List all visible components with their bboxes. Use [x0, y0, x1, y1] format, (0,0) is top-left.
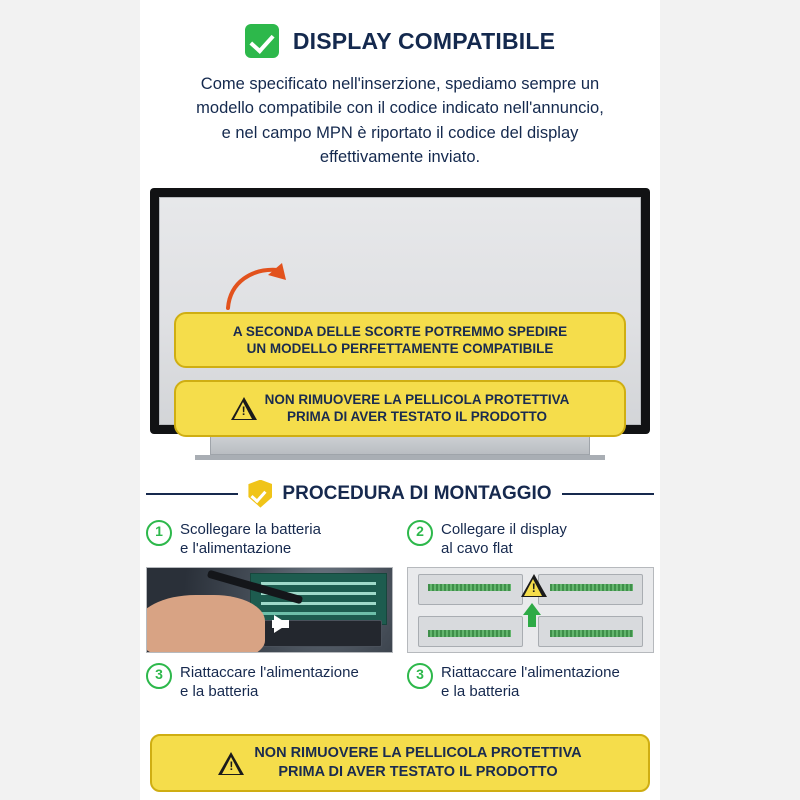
intro-paragraph [146, 72, 654, 170]
step-3-right-number: 3 [407, 663, 433, 689]
step-2-line-1: Collegare il display [441, 520, 567, 538]
flat-strip-left-top [428, 584, 511, 591]
display-illustration [150, 188, 650, 460]
compatibility-notice-line-2: UN MODELLO PERFETTAMENTE COMPATIBILE [246, 340, 554, 356]
hand-shape [146, 595, 265, 653]
intro-line-4: effettivamente inviato. [319, 148, 481, 167]
procedure-title: PROCEDURA DI MONTAGGIO [282, 482, 552, 504]
steps-bottom [146, 663, 654, 702]
film-warning-text [265, 391, 570, 426]
compatibility-notice [174, 312, 626, 369]
step-1-line-1: Scollegare la batteria [180, 520, 321, 538]
step-3-left-text [180, 663, 359, 702]
step-1-line-2: e l'alimentazione [180, 540, 292, 558]
flat-strip-right-bottom [550, 630, 633, 637]
step-2-line-2: al cavo flat [441, 540, 513, 558]
flat-strip-left-bottom [428, 630, 511, 637]
right-side-band [660, 0, 800, 800]
display-foot [210, 434, 590, 455]
header [140, 24, 660, 58]
step-1 [146, 520, 393, 559]
step-3-left [146, 663, 393, 702]
bottom-warning-text [254, 744, 581, 782]
compatibility-notice-line-1: A SECONDA DELLE SCORTE POTREMMO SPEDIRE [232, 323, 568, 339]
green-up-arrow-icon [523, 603, 541, 615]
step-3-left-number: 3 [146, 663, 172, 689]
bottom-warning-line-1: NON RIMUOVERE LA PELLICOLA PROTETTIVA [254, 745, 582, 762]
display-screen [159, 197, 641, 425]
intro-line-1: Come specificato nell'inserzione, spediamo sempre un [200, 75, 600, 93]
step-2-number: 2 [407, 520, 433, 546]
procedure-header [146, 480, 654, 508]
bottom-warning-banner [150, 734, 650, 792]
green-check-icon [245, 24, 279, 58]
warning-triangle-icon: ! [218, 752, 244, 775]
step-3-left-line-1: Riattaccare l'alimentazione [180, 663, 359, 681]
step-2-text [441, 520, 567, 559]
motherboard-shape [250, 573, 387, 625]
step-3-right [407, 663, 654, 702]
steps-top [146, 520, 654, 559]
curved-arrow-icon [222, 260, 292, 312]
step-3-right-text [441, 663, 620, 702]
step-3-left-line-2: e la batteria [180, 683, 259, 701]
white-arrow-icon [274, 615, 288, 633]
step-3-right-line-1: Riattaccare l'alimentazione [441, 663, 620, 681]
step-photos [146, 567, 654, 653]
film-warning-line-2: PRIMA DI AVER TESTATO IL PRODOTTO [286, 409, 547, 425]
flat-cable-connector-photo [407, 567, 654, 653]
bottom-warning-line-2: PRIMA DI AVER TESTATO IL PRODOTTO [278, 764, 558, 781]
warning-triangle-icon: ! [521, 574, 547, 597]
rule-right [562, 493, 654, 495]
step-1-number: 1 [146, 520, 172, 546]
content-column [140, 0, 660, 800]
shield-check-icon [248, 480, 272, 508]
laptop-battery-disconnect-photo [146, 567, 393, 653]
step-1-text [180, 520, 321, 559]
display-bezel [150, 188, 650, 434]
rule-left [146, 493, 238, 495]
intro-line-3: e nel campo MPN è riportato il codice del display [221, 123, 579, 142]
warning-triangle-icon: ! [231, 397, 257, 420]
page-title: DISPLAY COMPATIBILE [292, 27, 556, 54]
step-3-right-line-2: e la batteria [441, 683, 520, 701]
film-warning-line-1: NON RIMUOVERE LA PELLICOLA PROTETTIVA [264, 392, 570, 408]
flat-strip-right-top [550, 584, 633, 591]
display-foot-strip [195, 455, 605, 460]
intro-line-2: modello compatibile con il codice indicato nell'annuncio, [196, 99, 604, 118]
film-warning-notice [174, 380, 626, 437]
step-2 [407, 520, 654, 559]
left-side-band [0, 0, 140, 800]
